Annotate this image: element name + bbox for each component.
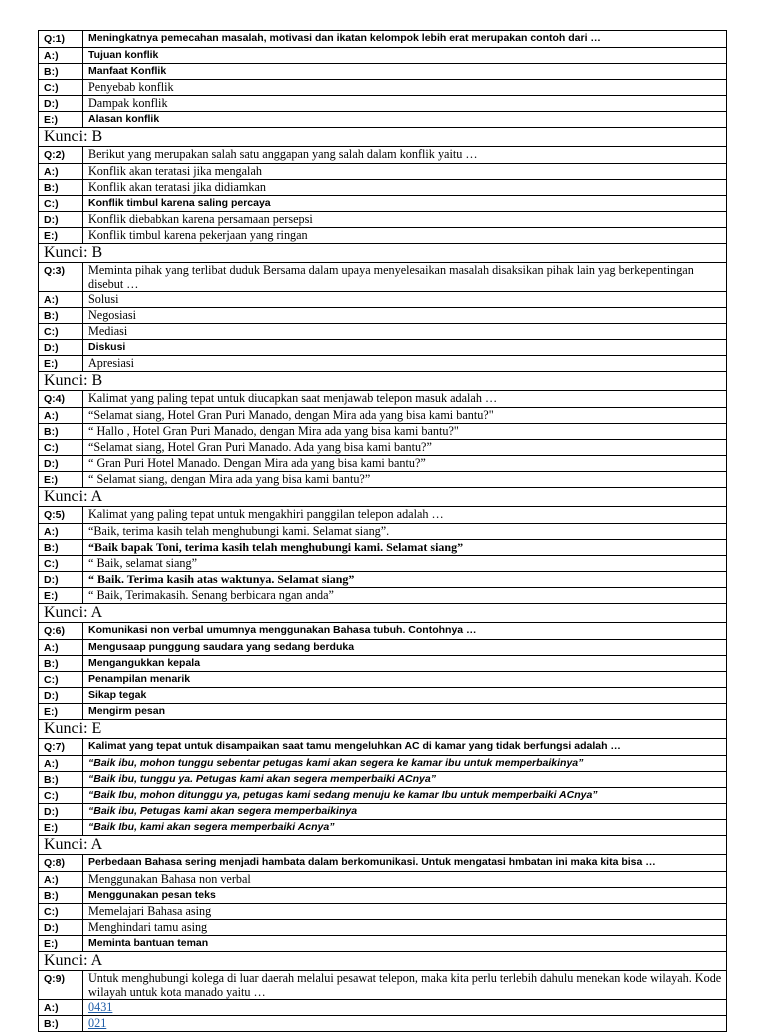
question-text: Kalimat yang paling tepat untuk mengakhiri panggilan telepon adalah … bbox=[83, 507, 727, 524]
option-text: “Baik, terima kasih telah menghubungi kami. Selamat siang”. bbox=[83, 524, 727, 540]
option-label: B:) bbox=[39, 64, 83, 80]
option-row bbox=[39, 96, 727, 112]
option-label: D:) bbox=[39, 340, 83, 356]
question-text: Kalimat yang paling tepat untuk diucapkan saat menjawab telepon masuk adalah … bbox=[83, 391, 727, 408]
question-row bbox=[39, 263, 727, 292]
option-text: “ Selamat siang, dengan Mira ada yang bisa kami bantu?” bbox=[83, 472, 727, 488]
option-row bbox=[39, 640, 727, 656]
option-text: “Baik ibu, Petugas kami akan segera memperbaikinya bbox=[83, 804, 727, 820]
option-text: Mediasi bbox=[83, 324, 727, 340]
option-row bbox=[39, 196, 727, 212]
option-label: A:) bbox=[39, 872, 83, 888]
answer-key-row bbox=[39, 372, 727, 391]
answer-key: Kunci: E bbox=[39, 720, 727, 739]
option-link[interactable]: 021 bbox=[88, 1016, 107, 1030]
answer-key: Kunci: A bbox=[39, 836, 727, 855]
option-row bbox=[39, 228, 727, 244]
question-row bbox=[39, 391, 727, 408]
answer-key: Kunci: A bbox=[39, 488, 727, 507]
answer-key-row bbox=[39, 128, 727, 147]
option-text: Alasan konflik bbox=[83, 112, 727, 128]
option-label: B:) bbox=[39, 772, 83, 788]
answer-key: Kunci: B bbox=[39, 244, 727, 263]
option-label: A:) bbox=[39, 292, 83, 308]
option-label: B:) bbox=[39, 424, 83, 440]
question-text: Meningkatnya pemecahan masalah, motivasi dan ikatan kelompok lebih erat merupakan contoh dari … bbox=[83, 31, 727, 48]
option-label: E:) bbox=[39, 936, 83, 952]
question-text: Perbedaan Bahasa sering menjadi hambata dalam berkomunikasi. Untuk mengatasi hmbatan ini maka kita bisa … bbox=[83, 855, 727, 872]
option-row bbox=[39, 80, 727, 96]
option-row bbox=[39, 920, 727, 936]
option-row bbox=[39, 540, 727, 556]
option-row bbox=[39, 820, 727, 836]
option-row bbox=[39, 872, 727, 888]
option-text: “Baik bapak Toni, terima kasih telah menghubungi kami. Selamat siang” bbox=[83, 540, 727, 556]
answer-key-row bbox=[39, 488, 727, 507]
option-row bbox=[39, 180, 727, 196]
question-text: Berikut yang merupakan salah satu anggapan yang salah dalam konflik yaitu … bbox=[83, 147, 727, 164]
option-label: E:) bbox=[39, 704, 83, 720]
option-text: “ Baik, Terimakasih. Senang berbicara ngan anda” bbox=[83, 588, 727, 604]
option-text: “ Gran Puri Hotel Manado. Dengan Mira ada yang bisa kami bantu?” bbox=[83, 456, 727, 472]
option-label: C:) bbox=[39, 788, 83, 804]
question-row bbox=[39, 147, 727, 164]
option-row bbox=[39, 164, 727, 180]
option-text: Manfaat Konflik bbox=[83, 64, 727, 80]
option-row bbox=[39, 64, 727, 80]
question-table-body bbox=[39, 31, 727, 1032]
option-text: Apresiasi bbox=[83, 356, 727, 372]
option-row bbox=[39, 212, 727, 228]
option-text: Solusi bbox=[83, 292, 727, 308]
option-text: “ Hallo , Hotel Gran Puri Manado, dengan Mira ada yang bisa kami bantu?" bbox=[83, 424, 727, 440]
option-row bbox=[39, 424, 727, 440]
option-row bbox=[39, 292, 727, 308]
option-label: C:) bbox=[39, 80, 83, 96]
question-row bbox=[39, 507, 727, 524]
option-row bbox=[39, 472, 727, 488]
question-number: Q:2) bbox=[39, 147, 83, 164]
option-label: B:) bbox=[39, 888, 83, 904]
option-row bbox=[39, 572, 727, 588]
option-text: Dampak konflik bbox=[83, 96, 727, 112]
option-text: Diskusi bbox=[83, 340, 727, 356]
option-row bbox=[39, 1000, 727, 1016]
option-row bbox=[39, 804, 727, 820]
option-text: Menggunakan pesan teks bbox=[83, 888, 727, 904]
answer-key-row bbox=[39, 720, 727, 739]
question-row bbox=[39, 623, 727, 640]
option-label: A:) bbox=[39, 48, 83, 64]
option-label: C:) bbox=[39, 324, 83, 340]
option-text: Penyebab konflik bbox=[83, 80, 727, 96]
option-label: A:) bbox=[39, 164, 83, 180]
option-row bbox=[39, 112, 727, 128]
option-text: Mengusaap punggung saudara yang sedang berduka bbox=[83, 640, 727, 656]
question-number: Q:7) bbox=[39, 739, 83, 756]
option-label: D:) bbox=[39, 804, 83, 820]
question-number: Q:5) bbox=[39, 507, 83, 524]
option-label: A:) bbox=[39, 1000, 83, 1016]
option-row bbox=[39, 704, 727, 720]
option-label: D:) bbox=[39, 572, 83, 588]
option-row bbox=[39, 556, 727, 572]
option-text: “ Baik. Terima kasih atas waktunya. Selamat siang” bbox=[83, 572, 727, 588]
option-label: E:) bbox=[39, 112, 83, 128]
question-row bbox=[39, 855, 727, 872]
option-label: C:) bbox=[39, 672, 83, 688]
option-row bbox=[39, 756, 727, 772]
question-text: Komunikasi non verbal umumnya menggunakan Bahasa tubuh. Contohnya … bbox=[83, 623, 727, 640]
answer-key-row bbox=[39, 244, 727, 263]
option-label: D:) bbox=[39, 96, 83, 112]
option-text: “ Baik, selamat siang” bbox=[83, 556, 727, 572]
option-text: Mengirm pesan bbox=[83, 704, 727, 720]
option-label: C:) bbox=[39, 440, 83, 456]
option-text: Meminta bantuan teman bbox=[83, 936, 727, 952]
option-label: C:) bbox=[39, 904, 83, 920]
option-text: Menghindari tamu asing bbox=[83, 920, 727, 936]
answer-key: Kunci: A bbox=[39, 952, 727, 971]
option-row bbox=[39, 408, 727, 424]
option-row bbox=[39, 888, 727, 904]
option-row bbox=[39, 788, 727, 804]
question-text: Untuk menghubungi kolega di luar daerah melalui pesawat telepon, maka kita perlu terlebih dahulu menekan kode wilayah. Kode wilayah untuk kota manado yaitu … bbox=[83, 971, 727, 1000]
question-number: Q:3) bbox=[39, 263, 83, 292]
question-number: Q:1) bbox=[39, 31, 83, 48]
option-text: Menggunakan Bahasa non verbal bbox=[83, 872, 727, 888]
option-text: Konflik akan teratasi jika didiamkan bbox=[83, 180, 727, 196]
option-row bbox=[39, 672, 727, 688]
option-row bbox=[39, 936, 727, 952]
option-label: A:) bbox=[39, 524, 83, 540]
option-text: Tujuan konflik bbox=[83, 48, 727, 64]
option-row bbox=[39, 356, 727, 372]
option-text: Konflik diebabkan karena persamaan persepsi bbox=[83, 212, 727, 228]
option-label: B:) bbox=[39, 308, 83, 324]
question-row bbox=[39, 31, 727, 48]
option-label: B:) bbox=[39, 1016, 83, 1032]
answer-key-row bbox=[39, 836, 727, 855]
option-text: “Selamat siang, Hotel Gran Puri Manado. Ada yang bisa kami bantu?” bbox=[83, 440, 727, 456]
option-text: “Selamat siang, Hotel Gran Puri Manado, dengan Mira ada yang bisa kami bantu?" bbox=[83, 408, 727, 424]
option-label: A:) bbox=[39, 640, 83, 656]
option-row bbox=[39, 340, 727, 356]
question-table bbox=[38, 30, 727, 1032]
option-row bbox=[39, 324, 727, 340]
option-link[interactable]: 0431 bbox=[88, 1000, 113, 1014]
option-label: B:) bbox=[39, 656, 83, 672]
option-label: E:) bbox=[39, 588, 83, 604]
option-row bbox=[39, 440, 727, 456]
answer-key: Kunci: B bbox=[39, 372, 727, 391]
option-row bbox=[39, 904, 727, 920]
option-label: D:) bbox=[39, 688, 83, 704]
question-number: Q:4) bbox=[39, 391, 83, 408]
option-text: “Baik Ibu, mohon ditunggu ya, petugas kami sedang menuju ke kamar Ibu untuk memperbaiki ACnya” bbox=[83, 788, 727, 804]
option-text: Penampilan menarik bbox=[83, 672, 727, 688]
option-text: Konflik timbul karena pekerjaan yang ringan bbox=[83, 228, 727, 244]
option-label: B:) bbox=[39, 540, 83, 556]
question-text: Kalimat yang tepat untuk disampaikan saat tamu mengeluhkan AC di kamar yang tidak berfungsi adalah … bbox=[83, 739, 727, 756]
option-text: Konflik timbul karena saling percaya bbox=[83, 196, 727, 212]
option-text: “Baik ibu, mohon tunggu sebentar petugas kami akan segera ke kamar ibu untuk memperbaikinya” bbox=[83, 756, 727, 772]
option-text: Mengangukkan kepala bbox=[83, 656, 727, 672]
option-label: D:) bbox=[39, 920, 83, 936]
answer-key-row bbox=[39, 604, 727, 623]
option-label: C:) bbox=[39, 196, 83, 212]
option-text: Sikap tegak bbox=[83, 688, 727, 704]
question-row bbox=[39, 971, 727, 1000]
option-row bbox=[39, 688, 727, 704]
answer-key-row bbox=[39, 952, 727, 971]
option-row bbox=[39, 588, 727, 604]
option-label: E:) bbox=[39, 820, 83, 836]
option-row bbox=[39, 772, 727, 788]
question-number: Q:8) bbox=[39, 855, 83, 872]
question-text: Meminta pihak yang terlibat duduk Bersama dalam upaya menyelesaikan masalah disaksikan pihak lain yag berkepentingan disebut … bbox=[83, 263, 727, 292]
option-label: E:) bbox=[39, 356, 83, 372]
option-text: “Baik ibu, tunggu ya. Petugas kami akan segera memperbaiki ACnya” bbox=[83, 772, 727, 788]
option-label: D:) bbox=[39, 456, 83, 472]
question-number: Q:6) bbox=[39, 623, 83, 640]
option-text: Konflik akan teratasi jika mengalah bbox=[83, 164, 727, 180]
option-row bbox=[39, 656, 727, 672]
answer-key: Kunci: A bbox=[39, 604, 727, 623]
option-label: E:) bbox=[39, 472, 83, 488]
option-label: B:) bbox=[39, 180, 83, 196]
option-label: A:) bbox=[39, 756, 83, 772]
option-row bbox=[39, 456, 727, 472]
option-text: Negosiasi bbox=[83, 308, 727, 324]
question-number: Q:9) bbox=[39, 971, 83, 1000]
option-label: D:) bbox=[39, 212, 83, 228]
option-text: Memelajari Bahasa asing bbox=[83, 904, 727, 920]
option-label: C:) bbox=[39, 556, 83, 572]
option-row bbox=[39, 48, 727, 64]
question-row bbox=[39, 739, 727, 756]
option-label: E:) bbox=[39, 228, 83, 244]
option-label: A:) bbox=[39, 408, 83, 424]
option-text: “Baik Ibu, kami akan segera memperbaiki Acnya” bbox=[83, 820, 727, 836]
option-row bbox=[39, 524, 727, 540]
option-row bbox=[39, 308, 727, 324]
option-link-cell bbox=[83, 1000, 727, 1016]
answer-key: Kunci: B bbox=[39, 128, 727, 147]
